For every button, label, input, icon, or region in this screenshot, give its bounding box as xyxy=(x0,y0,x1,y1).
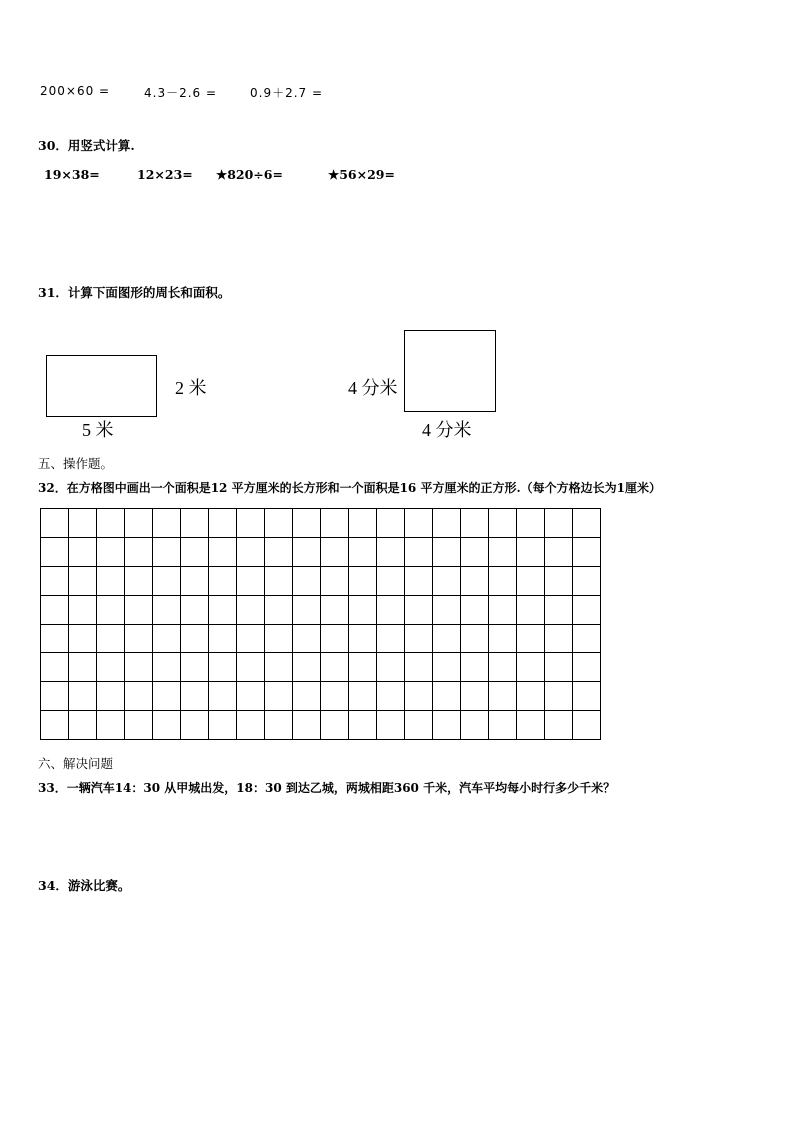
grid-cell[interactable] xyxy=(97,509,125,538)
grid-cell[interactable] xyxy=(489,566,517,595)
grid-row xyxy=(41,595,601,624)
grid-cell[interactable] xyxy=(377,682,405,711)
grid-row xyxy=(41,566,601,595)
grid-cell[interactable] xyxy=(433,509,461,538)
grid-cell[interactable] xyxy=(321,566,349,595)
grid-cell[interactable] xyxy=(405,682,433,711)
grid-cell[interactable] xyxy=(293,566,321,595)
grid-cell[interactable] xyxy=(209,566,237,595)
grid-cell[interactable] xyxy=(97,624,125,653)
grid-cell[interactable] xyxy=(321,682,349,711)
grid-cell[interactable] xyxy=(433,537,461,566)
grid-cell[interactable] xyxy=(433,624,461,653)
grid-cell[interactable] xyxy=(181,595,209,624)
grid-cell[interactable] xyxy=(153,595,181,624)
grid-cell[interactable] xyxy=(265,537,293,566)
grid-cell[interactable] xyxy=(377,711,405,740)
grid-cell[interactable] xyxy=(433,711,461,740)
grid-cell[interactable] xyxy=(545,566,573,595)
grid-cell[interactable] xyxy=(433,682,461,711)
grid-cell[interactable] xyxy=(97,682,125,711)
grid-cell[interactable] xyxy=(69,537,97,566)
calc-item-3: 0.9＋2.7 = xyxy=(250,86,324,100)
grid-cell[interactable] xyxy=(293,595,321,624)
grid-cell[interactable] xyxy=(489,595,517,624)
grid-cell[interactable] xyxy=(461,595,489,624)
grid-cell[interactable] xyxy=(181,682,209,711)
grid-cell[interactable] xyxy=(349,537,377,566)
grid-cell[interactable] xyxy=(209,653,237,682)
grid-cell[interactable] xyxy=(405,711,433,740)
square-figure xyxy=(404,330,496,412)
grid-cell[interactable] xyxy=(209,509,237,538)
grid-row xyxy=(41,682,601,711)
grid-cell[interactable] xyxy=(517,509,545,538)
square-side-label-left: 4 分米 xyxy=(348,378,398,398)
grid-cell[interactable] xyxy=(125,711,153,740)
grid-cell[interactable] xyxy=(125,624,153,653)
grid-cell[interactable] xyxy=(237,682,265,711)
grid-cell[interactable] xyxy=(377,537,405,566)
square-grid[interactable] xyxy=(40,508,601,740)
grid-cell[interactable] xyxy=(153,624,181,653)
grid-cell[interactable] xyxy=(293,653,321,682)
grid-cell[interactable] xyxy=(545,537,573,566)
grid-cell[interactable] xyxy=(349,711,377,740)
q30-item-3: ★820÷6= xyxy=(216,167,283,182)
grid-cell[interactable] xyxy=(405,653,433,682)
grid-cell[interactable] xyxy=(377,595,405,624)
grid-cell[interactable] xyxy=(265,711,293,740)
q30-item-4: ★56×29= xyxy=(328,167,395,182)
grid-cell[interactable] xyxy=(153,653,181,682)
grid-cell[interactable] xyxy=(517,653,545,682)
question-31-title: 31．计算下面图形的周长和面积。 xyxy=(38,285,231,300)
grid-cell[interactable] xyxy=(433,653,461,682)
grid-cell[interactable] xyxy=(153,509,181,538)
grid-cell[interactable] xyxy=(545,595,573,624)
grid-cell[interactable] xyxy=(573,509,601,538)
grid-cell[interactable] xyxy=(461,711,489,740)
grid-cell[interactable] xyxy=(41,537,69,566)
grid-cell[interactable] xyxy=(377,566,405,595)
grid-cell[interactable] xyxy=(69,711,97,740)
grid-cell[interactable] xyxy=(545,509,573,538)
grid-cell[interactable] xyxy=(377,509,405,538)
grid-cell[interactable] xyxy=(405,595,433,624)
grid-cell[interactable] xyxy=(349,624,377,653)
grid-cell[interactable] xyxy=(209,682,237,711)
grid-cell[interactable] xyxy=(461,509,489,538)
grid-cell[interactable] xyxy=(125,509,153,538)
grid-cell[interactable] xyxy=(293,624,321,653)
grid-cell[interactable] xyxy=(377,653,405,682)
grid-cell[interactable] xyxy=(69,624,97,653)
grid-cell[interactable] xyxy=(41,682,69,711)
calc-item-1: 200×60 = xyxy=(40,84,111,98)
grid-cell[interactable] xyxy=(461,624,489,653)
grid-cell[interactable] xyxy=(349,653,377,682)
grid-cell[interactable] xyxy=(97,566,125,595)
grid-cell[interactable] xyxy=(69,509,97,538)
grid-cell[interactable] xyxy=(573,711,601,740)
q30-item-2: 12×23= xyxy=(137,167,193,182)
grid-cell[interactable] xyxy=(153,711,181,740)
grid-cell[interactable] xyxy=(349,682,377,711)
grid-cell[interactable] xyxy=(321,537,349,566)
grid-cell[interactable] xyxy=(69,682,97,711)
grid-cell[interactable] xyxy=(97,653,125,682)
grid-cell[interactable] xyxy=(573,566,601,595)
grid-cell[interactable] xyxy=(153,682,181,711)
grid-cell[interactable] xyxy=(181,566,209,595)
grid-cell[interactable] xyxy=(237,595,265,624)
grid-cell[interactable] xyxy=(517,537,545,566)
grid-cell[interactable] xyxy=(405,537,433,566)
grid-cell[interactable] xyxy=(125,682,153,711)
grid-cell[interactable] xyxy=(321,595,349,624)
grid-cell[interactable] xyxy=(321,509,349,538)
grid-cell[interactable] xyxy=(545,711,573,740)
rectangle-height-label: 2 米 xyxy=(175,378,207,398)
grid-cell[interactable] xyxy=(237,653,265,682)
grid-cell[interactable] xyxy=(209,537,237,566)
question-32-title: 32．在方格图中画出一个面积是12 平方厘米的长方形和一个面积是16 平方厘米的正方形.（每个方格边长为1厘米） xyxy=(38,481,661,495)
grid-cell[interactable] xyxy=(125,537,153,566)
grid-cell[interactable] xyxy=(237,566,265,595)
grid-cell[interactable] xyxy=(433,566,461,595)
grid-cell[interactable] xyxy=(461,537,489,566)
grid-cell[interactable] xyxy=(489,682,517,711)
grid-cell[interactable] xyxy=(181,653,209,682)
grid-cell[interactable] xyxy=(461,682,489,711)
grid-cell[interactable] xyxy=(125,653,153,682)
grid-cell[interactable] xyxy=(489,537,517,566)
grid-cell[interactable] xyxy=(377,624,405,653)
grid-cell[interactable] xyxy=(573,653,601,682)
grid-cell[interactable] xyxy=(321,624,349,653)
grid-cell[interactable] xyxy=(265,682,293,711)
grid-cell[interactable] xyxy=(433,595,461,624)
grid-cell[interactable] xyxy=(209,711,237,740)
grid-row xyxy=(41,711,601,740)
grid-cell[interactable] xyxy=(153,537,181,566)
question-34-title: 34．游泳比赛。 xyxy=(38,878,131,893)
square-side-label-bottom: 4 分米 xyxy=(422,420,472,440)
grid-cell[interactable] xyxy=(125,595,153,624)
grid-cell[interactable] xyxy=(41,711,69,740)
grid-cell[interactable] xyxy=(517,682,545,711)
section-5-heading: 五、操作题。 xyxy=(38,456,114,471)
grid-cell[interactable] xyxy=(293,509,321,538)
grid-cell[interactable] xyxy=(97,537,125,566)
grid-cell[interactable] xyxy=(209,595,237,624)
grid-cell[interactable] xyxy=(517,595,545,624)
grid-cell[interactable] xyxy=(293,682,321,711)
grid-cell[interactable] xyxy=(461,566,489,595)
grid-cell[interactable] xyxy=(125,566,153,595)
grid-cell[interactable] xyxy=(237,711,265,740)
rectangle-figure xyxy=(46,355,157,417)
grid-row xyxy=(41,509,601,538)
grid-cell[interactable] xyxy=(265,509,293,538)
grid-cell[interactable] xyxy=(41,595,69,624)
grid-cell[interactable] xyxy=(321,653,349,682)
grid-cell[interactable] xyxy=(237,624,265,653)
grid-cell[interactable] xyxy=(293,537,321,566)
grid-row xyxy=(41,624,601,653)
grid-cell[interactable] xyxy=(349,566,377,595)
rectangle-width-label: 5 米 xyxy=(82,420,114,440)
grid-cell[interactable] xyxy=(181,537,209,566)
grid-cell[interactable] xyxy=(545,682,573,711)
grid-cell[interactable] xyxy=(69,595,97,624)
grid-cell[interactable] xyxy=(405,509,433,538)
grid-row xyxy=(41,653,601,682)
question-30-title: 30．用竖式计算. xyxy=(38,138,135,153)
grid-cell[interactable] xyxy=(69,566,97,595)
grid-cell[interactable] xyxy=(265,624,293,653)
question-33-text: 33．一辆汽车14：30 从甲城出发，18：30 到达乙城，两城相距360 千米，汽车平均每小时行多少千米？ xyxy=(38,781,616,795)
grid-cell[interactable] xyxy=(181,711,209,740)
grid-cell[interactable] xyxy=(573,624,601,653)
grid-cell[interactable] xyxy=(573,682,601,711)
grid-cell[interactable] xyxy=(265,566,293,595)
grid-cell[interactable] xyxy=(405,624,433,653)
grid-cell[interactable] xyxy=(545,653,573,682)
grid-cell[interactable] xyxy=(321,711,349,740)
grid-cell[interactable] xyxy=(209,624,237,653)
grid-cell[interactable] xyxy=(489,624,517,653)
grid-cell[interactable] xyxy=(573,537,601,566)
grid-cell[interactable] xyxy=(489,653,517,682)
grid-cell[interactable] xyxy=(41,653,69,682)
grid-cell[interactable] xyxy=(405,566,433,595)
section-6-heading: 六、解决问题 xyxy=(38,756,114,771)
grid-cell[interactable] xyxy=(41,624,69,653)
grid-cell[interactable] xyxy=(293,711,321,740)
grid-cell[interactable] xyxy=(69,653,97,682)
grid-cell[interactable] xyxy=(153,566,181,595)
grid-cell[interactable] xyxy=(41,566,69,595)
calc-item-2: 4.3－2.6 = xyxy=(144,86,218,100)
q30-item-1: 19×38= xyxy=(44,167,100,182)
grid-cell[interactable] xyxy=(573,595,601,624)
grid-cell[interactable] xyxy=(489,711,517,740)
grid-cell[interactable] xyxy=(97,595,125,624)
grid-cell[interactable] xyxy=(349,509,377,538)
grid-cell[interactable] xyxy=(517,711,545,740)
grid-cell[interactable] xyxy=(41,509,69,538)
grid-cell[interactable] xyxy=(181,509,209,538)
grid-cell[interactable] xyxy=(517,566,545,595)
grid-cell[interactable] xyxy=(545,624,573,653)
grid-row xyxy=(41,537,601,566)
grid-cell[interactable] xyxy=(349,595,377,624)
grid-cell[interactable] xyxy=(237,537,265,566)
grid-cell[interactable] xyxy=(461,653,489,682)
grid-cell[interactable] xyxy=(181,624,209,653)
grid-cell[interactable] xyxy=(265,653,293,682)
grid-cell[interactable] xyxy=(97,711,125,740)
grid-cell[interactable] xyxy=(489,509,517,538)
grid-cell[interactable] xyxy=(265,595,293,624)
grid-cell[interactable] xyxy=(237,509,265,538)
grid-cell[interactable] xyxy=(517,624,545,653)
